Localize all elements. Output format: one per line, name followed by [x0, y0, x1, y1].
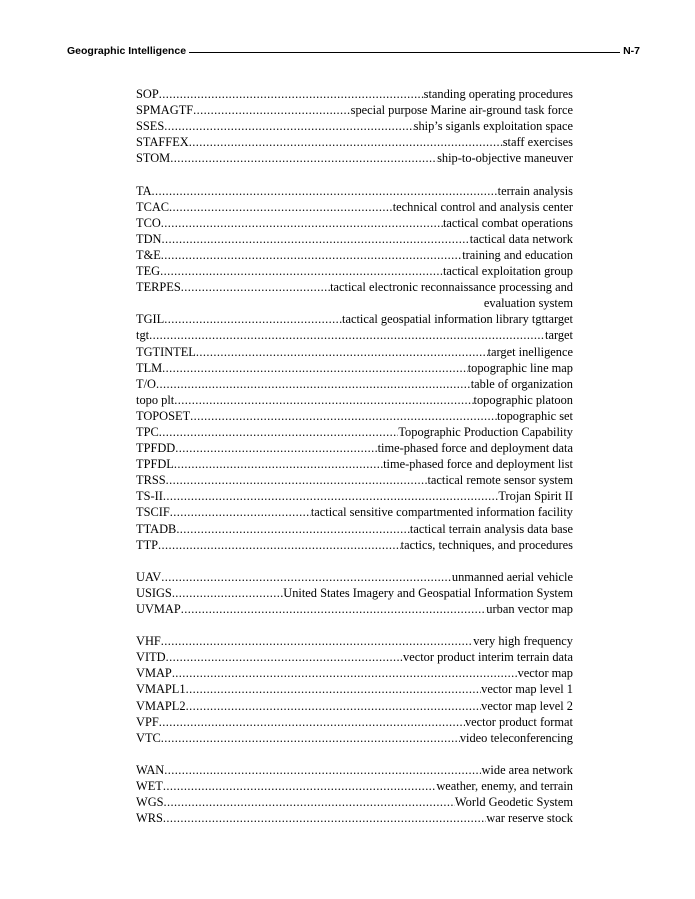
glossary-definition: table of organization [470, 376, 573, 391]
glossary-entry [136, 183, 573, 199]
glossary-term: WAN [136, 762, 165, 777]
dot-leader [161, 215, 443, 231]
glossary-entry [136, 472, 573, 488]
dot-leader [190, 408, 497, 424]
glossary-entry [136, 247, 573, 263]
chapter-title: Geographic Intelligence [67, 45, 187, 57]
glossary-term: TPFDL [136, 457, 174, 472]
glossary-term: VMAPL1 [136, 682, 186, 697]
dot-leader [164, 311, 342, 327]
glossary-definition: training and education [462, 247, 573, 262]
glossary-definition: Topographic Production Capability [398, 424, 573, 439]
glossary-definition: urban vector map [486, 602, 573, 616]
glossary-term: T&E [136, 247, 161, 262]
glossary-definition: topographic platoon [473, 392, 573, 407]
glossary-entry [136, 102, 573, 118]
glossary-definition: vector map level 2 [481, 698, 573, 713]
glossary-entry [136, 424, 573, 440]
glossary-entry [136, 344, 573, 360]
glossary-term: VITD [136, 650, 166, 665]
glossary-entry [136, 585, 573, 601]
dot-leader [160, 263, 443, 279]
glossary-definition: time-phased force and deployment list [383, 457, 573, 472]
dot-leader [156, 376, 471, 392]
dot-leader [164, 118, 413, 134]
glossary-definition: unmanned aerial vehicle [451, 569, 573, 584]
dot-leader [172, 665, 518, 681]
dot-leader [159, 424, 399, 440]
glossary-term: TGTINTEL [136, 344, 196, 359]
glossary-definition: tactics, techniques, and procedures [400, 537, 573, 552]
glossary-term: T/O [136, 376, 156, 391]
glossary-term: SPMAGTF [136, 103, 194, 118]
glossary-term: SOP [136, 87, 159, 101]
glossary-entry [136, 521, 573, 537]
glossary-term: TRSS [136, 473, 166, 488]
glossary-entry [136, 118, 573, 134]
glossary-section [136, 183, 573, 553]
glossary-entry [136, 665, 573, 681]
glossary-entry [136, 311, 573, 327]
dot-leader [166, 472, 428, 488]
glossary-entry [136, 698, 573, 714]
glossary-term: TS-II [136, 489, 163, 504]
header-rule [189, 52, 620, 53]
glossary-definition: vector map [517, 666, 573, 681]
glossary-entry [136, 86, 573, 102]
glossary-entry [136, 810, 573, 826]
glossary-term: STOM [136, 151, 171, 166]
glossary-definition: tactical remote sensor system [427, 473, 573, 488]
glossary-entry [136, 488, 573, 504]
glossary-definition: weather, enemy, and terrain [436, 779, 573, 794]
dot-leader [159, 714, 465, 730]
dot-leader [159, 86, 424, 102]
glossary-entry [136, 730, 573, 746]
glossary-term: TOPOSET [136, 408, 191, 423]
glossary-definition: tactical geospatial information library tgttarget [342, 312, 573, 327]
glossary-definition: ship-to-objective maneuver [437, 151, 573, 166]
glossary-definition: vector map level 1 [481, 682, 573, 697]
dot-leader [163, 810, 486, 826]
glossary-term: UVMAP [136, 602, 181, 616]
glossary-entry [136, 376, 573, 392]
glossary-entry [136, 778, 573, 794]
glossary-definition: tactical combat operations [442, 215, 573, 230]
page-number: N-7 [623, 45, 640, 57]
glossary-entry [136, 199, 573, 215]
glossary-entry [136, 215, 573, 231]
dot-leader [181, 601, 487, 617]
glossary-term: TGIL [136, 312, 165, 327]
glossary-entry [136, 762, 573, 778]
glossary-definition: World Geodetic System [454, 795, 573, 810]
glossary-definition: tactical data network [469, 231, 573, 246]
dot-leader [163, 778, 437, 794]
glossary-entry [136, 231, 573, 247]
dot-leader [170, 504, 311, 520]
glossary-term: VMAPL2 [136, 698, 186, 713]
glossary-entry [136, 279, 573, 295]
glossary-definition: tactical sensitive compartmented information facility [310, 505, 573, 520]
glossary-definition-continuation: evaluation system [483, 296, 573, 311]
glossary-entry [136, 327, 573, 343]
glossary-definition: topographic line map [467, 360, 573, 375]
dot-leader [176, 521, 410, 537]
dot-leader [174, 392, 473, 408]
glossary-term: UAV [136, 569, 162, 584]
dot-leader [161, 633, 473, 649]
glossary-section [136, 569, 573, 617]
glossary-entry [136, 504, 573, 520]
glossary-term: VPF [136, 714, 159, 729]
glossary-definition: United States Imagery and Geospatial Information System [283, 585, 573, 600]
glossary-definition: very high frequency [473, 634, 573, 649]
glossary-definition: technical control and analysis center [392, 199, 573, 214]
glossary-entry [136, 456, 573, 472]
dot-leader [162, 360, 468, 376]
glossary-term: TCO [136, 215, 161, 230]
glossary-term: WRS [136, 811, 163, 826]
glossary-term: tgt [136, 328, 150, 343]
glossary-section [136, 86, 573, 166]
dot-leader [152, 183, 498, 199]
dot-leader [196, 344, 488, 360]
glossary-definition: vector product interim terrain data [403, 650, 573, 665]
glossary-entry [136, 408, 573, 424]
glossary-entry [136, 263, 573, 279]
dot-leader [163, 488, 499, 504]
glossary-term: STAFFEX [136, 135, 189, 150]
glossary-term: TTP [136, 537, 159, 552]
glossary-term: TDN [136, 231, 162, 246]
dot-leader [186, 681, 482, 697]
dot-leader [174, 456, 383, 472]
glossary-definition: terrain analysis [497, 183, 573, 198]
glossary-definition: wide area network [481, 762, 573, 777]
glossary [136, 86, 573, 842]
dot-leader [161, 231, 469, 247]
glossary-term: TPFDD [136, 441, 176, 456]
glossary-definition: special purpose Marine air-ground task force [350, 103, 573, 118]
glossary-definition: vector product format [464, 714, 573, 729]
glossary-definition: tactical exploitation group [442, 264, 573, 279]
dot-leader [181, 279, 330, 295]
glossary-definition: target [545, 328, 573, 343]
dot-leader [169, 199, 393, 215]
dot-leader [149, 327, 545, 343]
glossary-definition: topographic set [496, 408, 573, 423]
page-header [67, 44, 640, 58]
glossary-entry [136, 714, 573, 730]
glossary-term: TCAC [136, 199, 170, 214]
glossary-term: TSCIF [136, 505, 170, 520]
glossary-entry [136, 360, 573, 376]
glossary-definition: tactical electronic reconnaissance processing and [330, 280, 573, 295]
dot-leader [189, 134, 503, 150]
glossary-section [136, 633, 573, 746]
glossary-term: TA [136, 183, 152, 198]
dot-leader [161, 730, 460, 746]
glossary-entry [136, 649, 573, 665]
glossary-term: TEG [136, 264, 161, 279]
glossary-definition: time-phased force and deployment data [377, 441, 573, 456]
glossary-term: TPC [136, 424, 159, 439]
dot-leader [193, 102, 350, 118]
glossary-entry [136, 150, 573, 166]
glossary-entry [136, 537, 573, 553]
dot-leader [164, 762, 481, 778]
glossary-term: VHF [136, 634, 161, 649]
glossary-term: topo plt [136, 392, 175, 407]
dot-leader [164, 794, 455, 810]
dot-leader [186, 698, 482, 714]
glossary-term: VMAP [136, 666, 172, 681]
glossary-definition: target inelligence [487, 344, 573, 359]
glossary-entry [136, 569, 573, 585]
glossary-term: USIGS [136, 585, 172, 600]
glossary-definition: ship’s siganls exploitation space [413, 119, 573, 134]
dot-leader [158, 537, 401, 553]
glossary-entry [136, 601, 573, 617]
glossary-entry [136, 134, 573, 150]
dot-leader [161, 247, 462, 263]
dot-leader [170, 150, 437, 166]
glossary-term: TLM [136, 360, 163, 375]
glossary-definition: Trojan Spirit II [498, 489, 573, 504]
glossary-term: VTC [136, 730, 161, 745]
glossary-term: TTADB [136, 521, 177, 536]
dot-leader [161, 569, 452, 585]
glossary-entry [136, 633, 573, 649]
dot-leader [166, 649, 403, 665]
glossary-definition: standing operating procedures [423, 87, 573, 101]
glossary-term: TERPES [136, 280, 181, 295]
glossary-entry [136, 794, 573, 810]
glossary-entry [136, 440, 573, 456]
glossary-definition: staff exercises [502, 135, 573, 150]
glossary-section [136, 762, 573, 826]
dot-leader [172, 585, 283, 601]
glossary-definition: video teleconferencing [459, 730, 573, 745]
glossary-term: SSES [136, 119, 165, 134]
glossary-definition: tactical terrain analysis data base [409, 521, 573, 536]
glossary-definition: war reserve stock [486, 811, 573, 826]
glossary-entry [136, 681, 573, 697]
glossary-term: WET [136, 779, 163, 794]
glossary-term: WGS [136, 795, 164, 810]
glossary-entry [136, 392, 573, 408]
dot-leader [175, 440, 377, 456]
